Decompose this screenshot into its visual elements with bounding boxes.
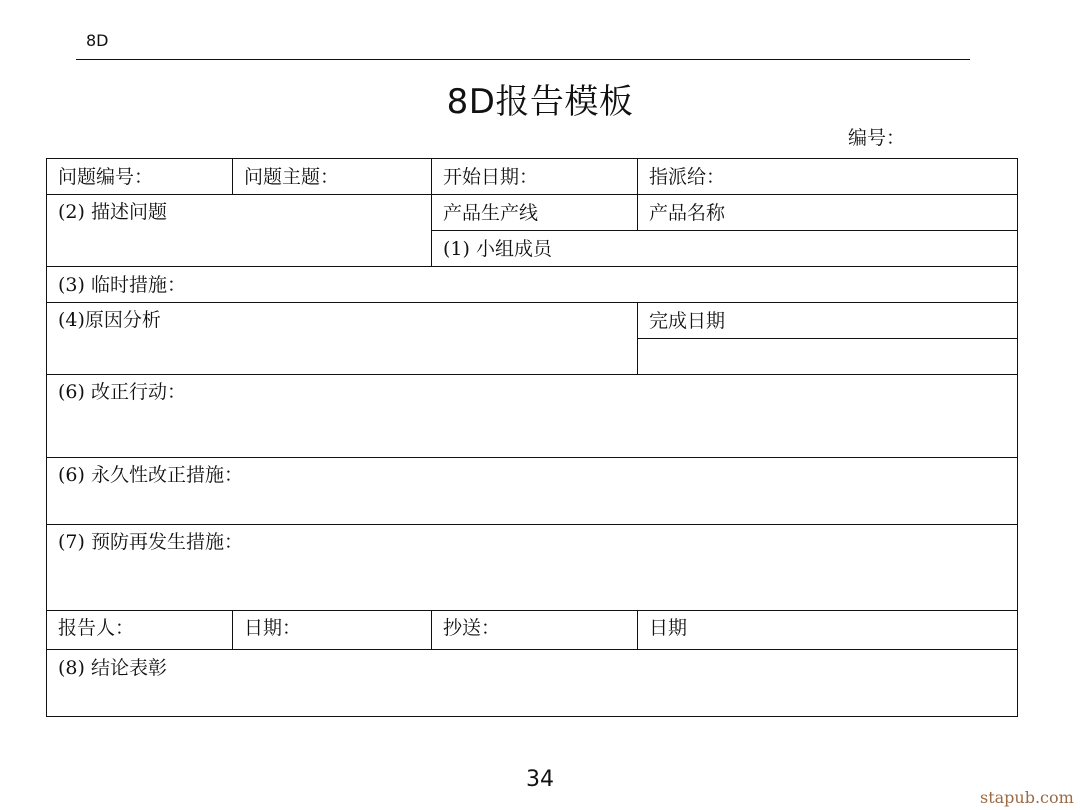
document-number-label: 编号： (848, 127, 906, 149)
cause-analysis-label: (4)原因分析 (58, 309, 161, 331)
corrective-action-label: (6) 改正行动： (58, 381, 186, 403)
table-grid-line (47, 457, 1017, 458)
table-grid-line (47, 524, 1017, 525)
start-date-label: 开始日期： (443, 166, 539, 188)
table-grid-line (47, 194, 1017, 195)
permanent-corrective-measures-label: (6) 永久性改正措施： (58, 464, 243, 486)
table-grid-line (637, 610, 638, 649)
watermark-text: stapub.com (980, 788, 1074, 807)
table-grid-line (637, 338, 1017, 339)
prevent-recurrence-label: (7) 预防再发生措施： (58, 531, 243, 553)
document-title: 8D报告模板 (446, 82, 634, 122)
table-grid-line (47, 649, 1017, 650)
table-grid-line (47, 266, 1017, 267)
table-grid-line (232, 159, 233, 194)
team-members-label: (1) 小组成员 (443, 238, 552, 260)
table-grid-line (47, 610, 1017, 611)
product-name-label: 产品名称 (649, 202, 726, 224)
cc-label: 抄送： (443, 617, 501, 639)
table-grid-line (431, 159, 432, 266)
table-grid-line (637, 159, 638, 230)
assigned-to-label: 指派给： (649, 166, 726, 188)
table-grid-line (232, 610, 233, 649)
table-grid-line (431, 610, 432, 649)
completion-date-label: 完成日期 (649, 310, 726, 332)
issue-number-label: 问题编号： (58, 166, 154, 188)
product-line-label: 产品生产线 (443, 202, 539, 224)
header-label: 8D (86, 31, 109, 50)
table-grid-line (47, 302, 1017, 303)
table-grid-line (637, 302, 638, 374)
conclusion-label: (8) 结论表彰 (58, 657, 167, 679)
reporter-label: 报告人： (58, 617, 135, 639)
report-date-label: 日期： (244, 617, 302, 639)
describe-problem-label: (2) 描述问题 (58, 201, 167, 223)
page-number: 34 (526, 767, 554, 792)
header-rule (76, 59, 970, 60)
temporary-measures-label: (3) 临时措施： (58, 274, 186, 296)
table-grid-line (431, 230, 1017, 231)
table-grid-line (47, 374, 1017, 375)
report-form-table (46, 158, 1018, 717)
issue-subject-label: 问题主题： (244, 166, 340, 188)
cc-date-label: 日期 (649, 617, 688, 639)
